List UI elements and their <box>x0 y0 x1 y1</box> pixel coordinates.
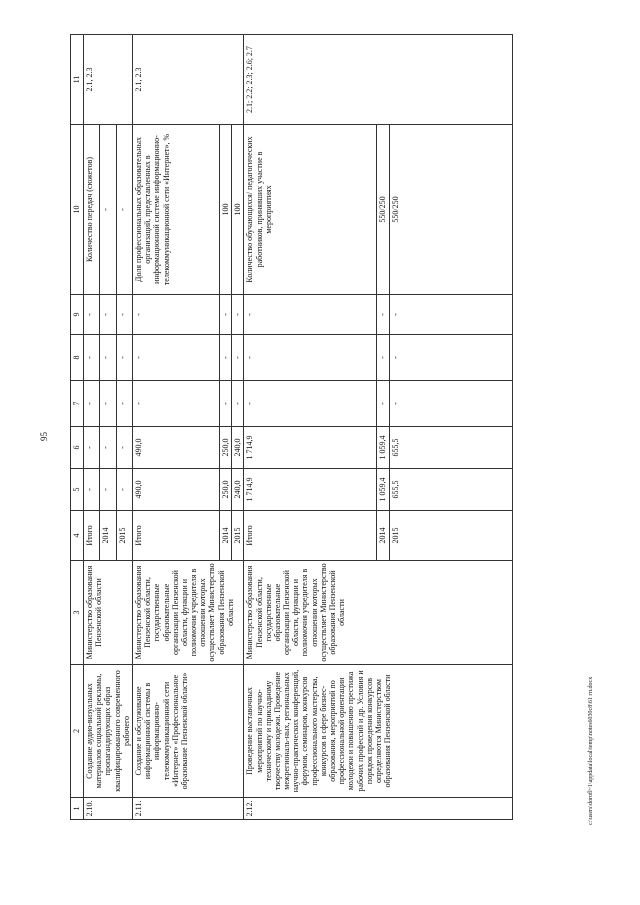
indicator: Доля профессиональных образовательных организаций, представленных в информационной системе информационно-телекоммуникационной сети «Интернет», % <box>132 125 219 295</box>
cell: 250,0 <box>219 427 231 469</box>
activity-name: Проведение выставочных мероприятий по научно-техническому и прикладному творчеству молодежи. Проведение межрегиональ-ных, региональных научно-практических конференций, форумов, семинаров, конкурсов профессионального мастерства, конкурсов в сфере бизнес-образования, мероприятий по профессиональной ориентации молодежи и повышению престижа рабочих профессий и др. Условия и порядок проведения конкурсов определяются Министерством образования Пензенской области <box>244 665 512 798</box>
header-col-2: 2 <box>71 665 84 798</box>
activity-name: Создание и обслуживание информационной системы в информационно-телекоммуникационной сети «Интернет» «Профессиональное образование Пензенской области» <box>132 665 243 798</box>
executor: Министерство образования Пензенской области, государственные образовательные организации Пензенской области, функции и полномочия учредителя в отношении которых осуществляет Министерство образования Пензенской области <box>132 561 243 665</box>
cell: - <box>84 381 100 427</box>
cell: - <box>84 335 100 381</box>
header-col-8: 8 <box>71 335 84 381</box>
indicator-value: - <box>100 125 116 295</box>
activity-name: Создание аудио-визуальных материалов социальной рекламы, пропагандирующих образ квалифицированного современного рабочего <box>84 665 133 798</box>
cell: 240,0 <box>232 469 244 511</box>
page-number: 95 <box>39 432 49 441</box>
header-row <box>71 35 84 820</box>
year: 2014 <box>100 511 116 561</box>
cell: 1 059,4 <box>377 427 389 469</box>
row-number: 2.11. <box>132 798 243 820</box>
cell: - <box>244 295 377 335</box>
row-number: 2.12. <box>244 798 512 820</box>
cell: - <box>116 335 132 381</box>
cell: - <box>100 469 116 511</box>
year: 2015 <box>116 511 132 561</box>
indicator-value: 550/250 <box>377 125 389 295</box>
cell: 655,5 <box>389 427 512 469</box>
executor: Министерство образования Пензенской области <box>84 561 133 665</box>
cell: - <box>389 381 512 427</box>
cell: - <box>389 335 512 381</box>
header-col-7: 7 <box>71 381 84 427</box>
year: 2014 <box>219 511 231 561</box>
executor: Министерство образования Пензенской области, государственные образовательные организации Пензенской области, функции и полномочия учредителя в отношении которых осуществляет Министерство образования Пензенской области <box>244 561 512 665</box>
header-col-10: 10 <box>71 125 84 295</box>
table-row <box>244 35 377 820</box>
cell: - <box>244 381 377 427</box>
cell: - <box>100 335 116 381</box>
cell: - <box>219 335 231 381</box>
cell: - <box>244 335 377 381</box>
cell: - <box>232 295 244 335</box>
indicator-value: 550/250 <box>389 125 512 295</box>
indicator: Количество передач (сюжетов) <box>84 125 100 295</box>
cell: - <box>116 469 132 511</box>
cell: - <box>132 335 219 381</box>
cell: 1 714,9 <box>244 469 377 511</box>
indicator-value: - <box>116 125 132 295</box>
year: 2015 <box>232 511 244 561</box>
cell: - <box>132 295 219 335</box>
indicator: Количество обучающихся/ педагогических работников, принявших участие в мероприятиях <box>244 125 377 295</box>
cell: - <box>232 381 244 427</box>
cell: - <box>377 381 389 427</box>
cell: - <box>116 427 132 469</box>
cell: - <box>132 381 219 427</box>
year-total: Итого <box>132 511 219 561</box>
tasks-ref: 2.1; 2.2; 2.3; 2.6; 2.7 <box>244 35 512 125</box>
header-col-6: 6 <box>71 427 84 469</box>
footer-file-path: c:\users\dorofl~1\appdata\local\temp\notes6030c8\61 гп.docx <box>588 676 594 825</box>
indicator-value: 100 <box>219 125 231 295</box>
cell: 1 714,9 <box>244 427 377 469</box>
cell: - <box>100 295 116 335</box>
table-row <box>84 35 100 820</box>
header-col-1: 1 <box>71 798 84 820</box>
cell: - <box>232 335 244 381</box>
year-total: Итого <box>84 511 100 561</box>
cell: - <box>377 335 389 381</box>
cell: - <box>84 427 100 469</box>
header-col-3: 3 <box>71 561 84 665</box>
header-col-5: 5 <box>71 469 84 511</box>
cell: 490,0 <box>132 427 219 469</box>
cell: - <box>116 295 132 335</box>
cell: - <box>100 427 116 469</box>
cell: - <box>84 295 100 335</box>
cell: - <box>116 381 132 427</box>
cell: 1 059,4 <box>377 469 389 511</box>
tasks-ref: 2.1, 2.3 <box>84 35 133 125</box>
cell: - <box>377 295 389 335</box>
cell: 250,0 <box>219 469 231 511</box>
program-activities-table <box>70 34 513 820</box>
year: 2014 <box>377 511 389 561</box>
cell: - <box>100 381 116 427</box>
cell: - <box>389 295 512 335</box>
cell: 655,5 <box>389 469 512 511</box>
header-col-9: 9 <box>71 295 84 335</box>
rotated-table <box>70 35 615 820</box>
year-total: Итого <box>244 511 377 561</box>
cell: - <box>219 381 231 427</box>
header-col-11: 11 <box>71 35 84 125</box>
cell: 240,0 <box>232 427 244 469</box>
cell: 490,0 <box>132 469 219 511</box>
header-col-4: 4 <box>71 511 84 561</box>
row-number: 2.10. <box>84 798 133 820</box>
year: 2015 <box>389 511 512 561</box>
table-row <box>132 35 219 820</box>
cell: - <box>84 469 100 511</box>
indicator-value: 100 <box>232 125 244 295</box>
table-container <box>70 35 615 820</box>
tasks-ref: 2.1, 2.3 <box>132 35 243 125</box>
cell: - <box>219 295 231 335</box>
